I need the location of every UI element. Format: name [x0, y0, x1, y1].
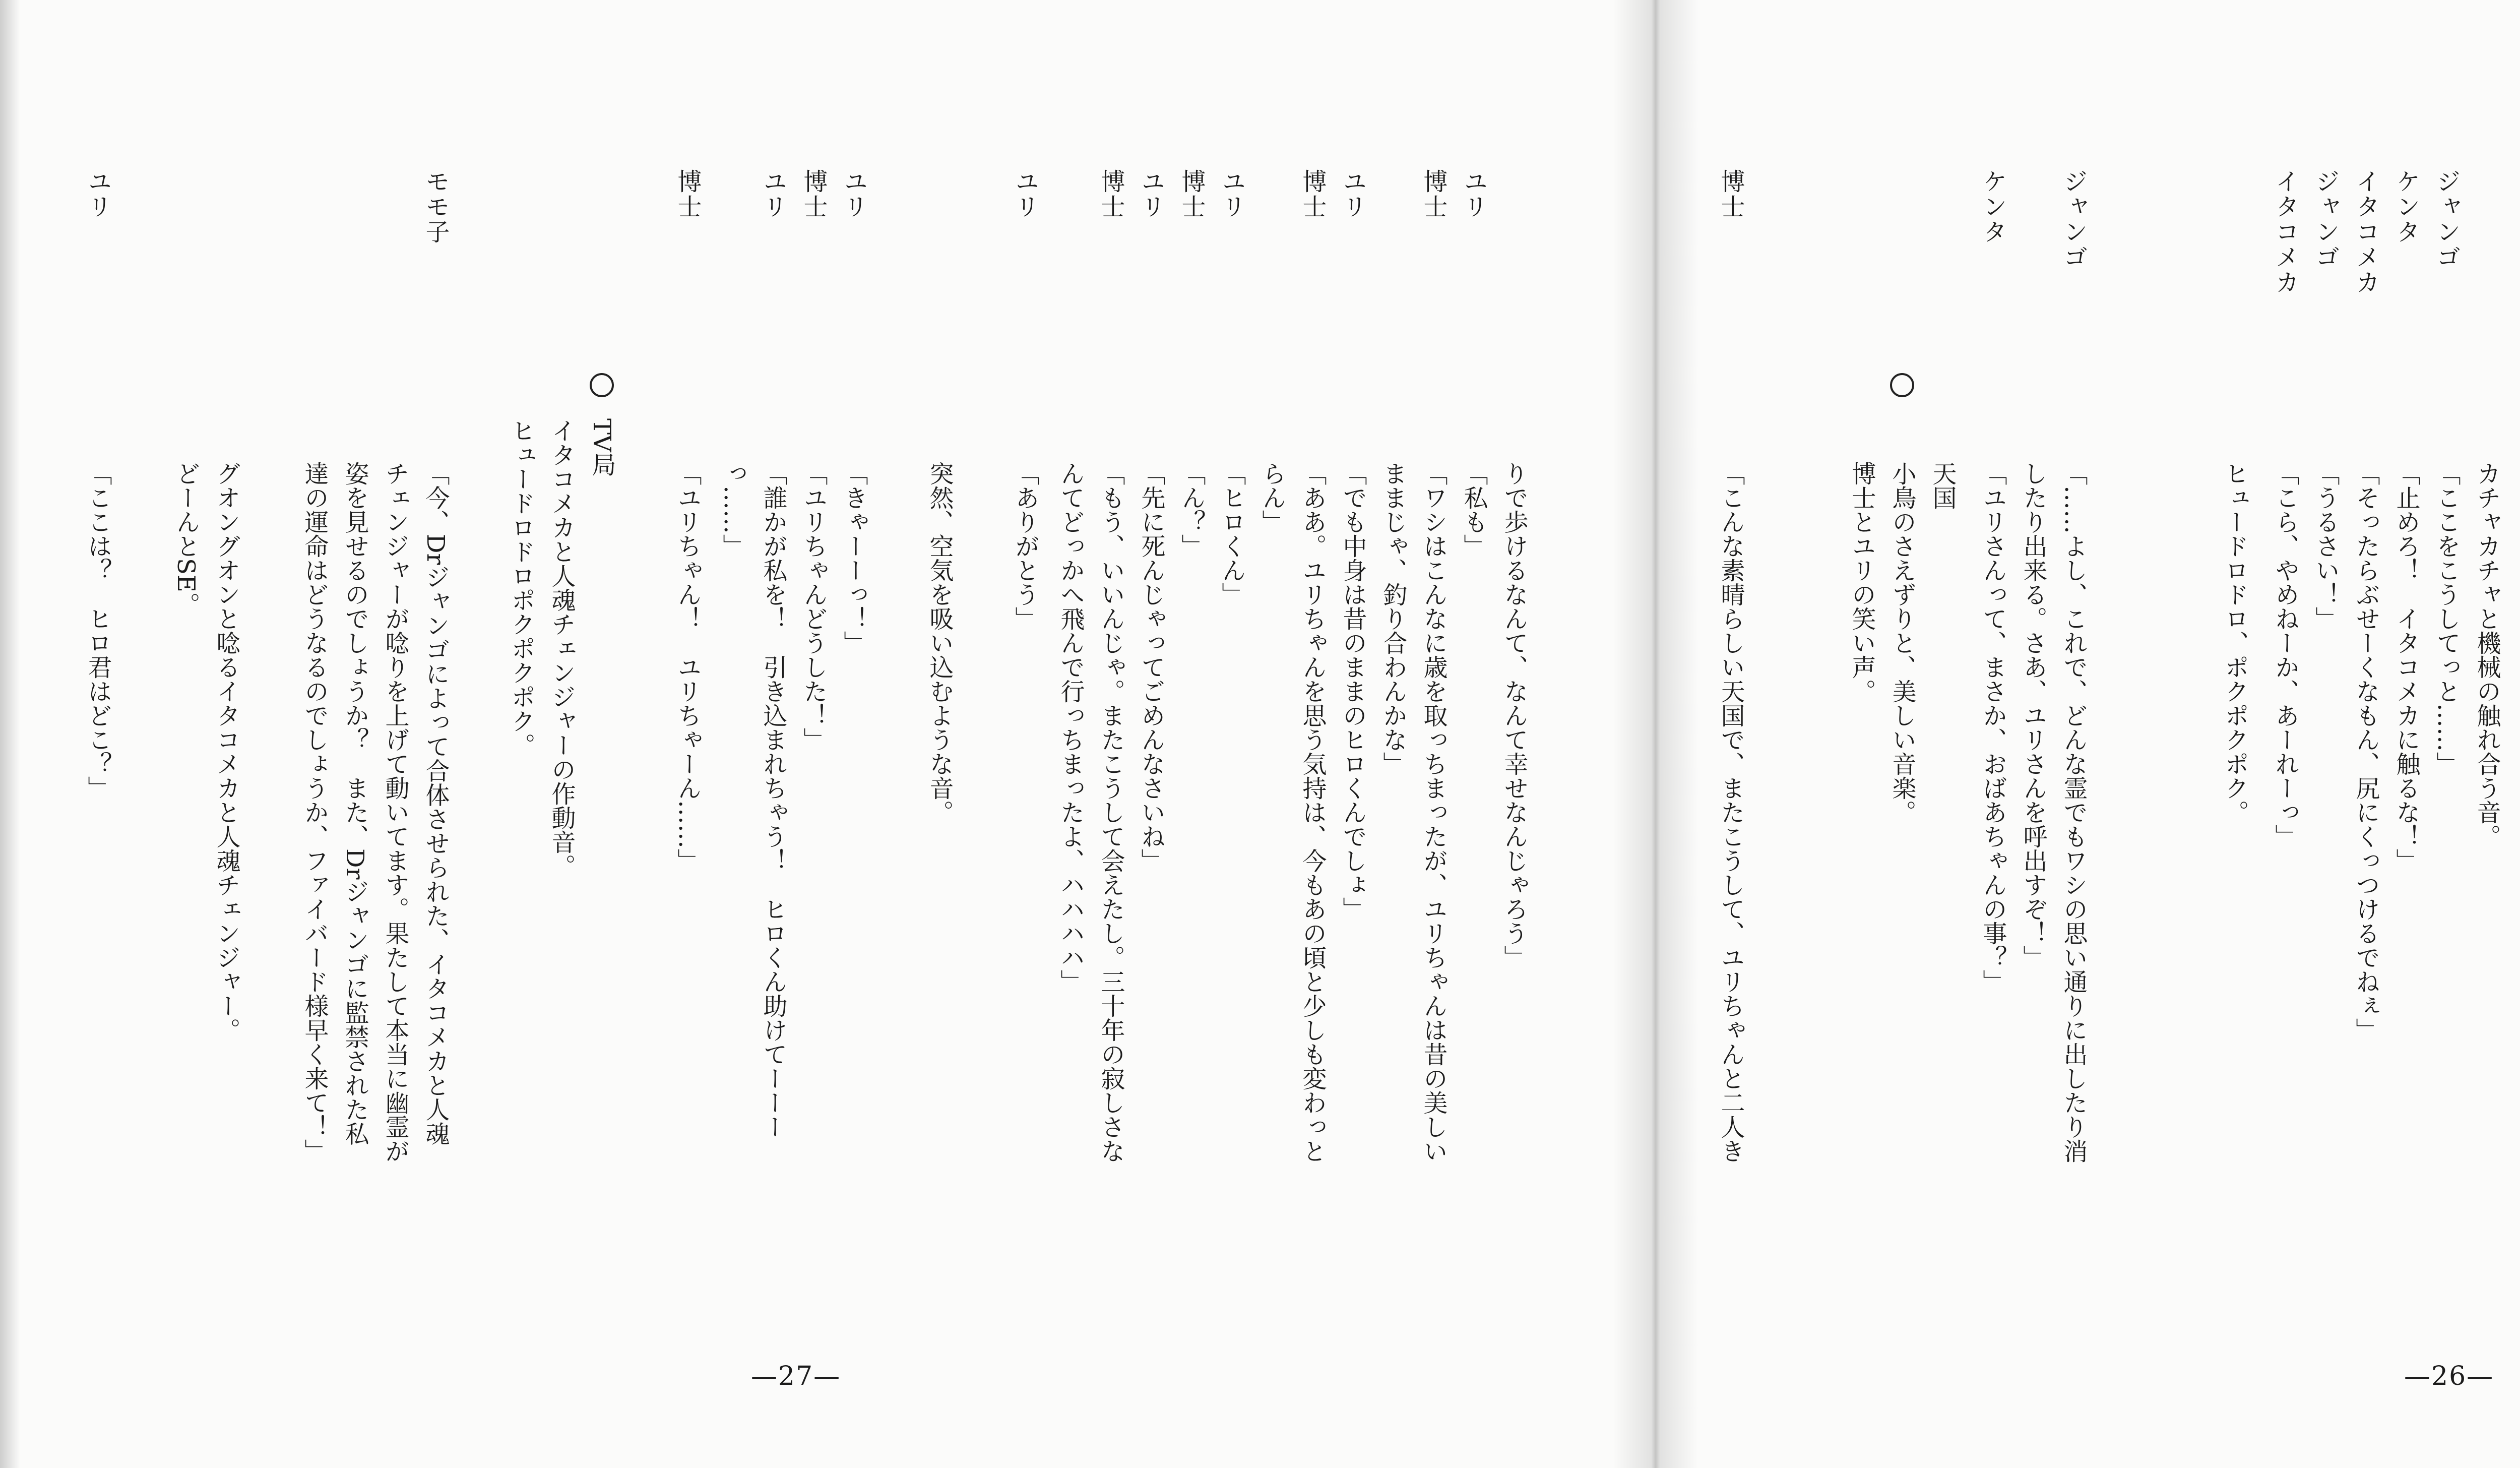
- dialogue-line: 「ユリさんって、まさか、おばあちゃんの事？」: [1979, 461, 2007, 994]
- dialogue-line: 「きゃーーっ！」: [840, 461, 868, 655]
- dialogue-line: らん」: [1258, 461, 1286, 534]
- page-number-27: —27—: [751, 1361, 841, 1391]
- dialogue-line: 「私も」: [1460, 461, 1488, 558]
- speaker-label: ケンタ: [1979, 169, 2007, 244]
- dialogue-line: 「ああ。ユリちゃんを思う気持は、今もあの頃と少しも変わっと: [1298, 461, 1327, 1163]
- dialogue-line: 「でも中身は昔のままのヒロくんでしょ」: [1339, 461, 1367, 921]
- dialogue-line: 「ん？」: [1177, 461, 1206, 558]
- dialogue-line: っ……」: [719, 461, 747, 558]
- scene-marker-icon: [590, 373, 614, 397]
- speaker-label: 博士: [1717, 169, 1745, 219]
- dialogue-line: りで歩けるなんて、なんて幸せなんじゃろう」: [1500, 461, 1528, 969]
- page-number-26: —26—: [2404, 1361, 2494, 1391]
- speaker-label: ユリ: [1011, 169, 1039, 219]
- dialogue-line: 「もう、いいんじゃ。またこうして会えたし。三十年の寂しさな: [1097, 461, 1125, 1163]
- speaker-label: ユリ: [84, 169, 112, 219]
- speaker-label: 博士: [673, 169, 702, 219]
- stage-direction: 突然、空気を吸い込むような音。: [925, 461, 954, 824]
- dialogue-line: チェンジャーが唸りを上げて動いてます。果たして本当に幽霊が: [381, 461, 409, 1163]
- dialogue-line: 「こら、やめねーか、あーれーっ」: [2271, 461, 2299, 848]
- stage-direction: グオングオンと唸るイタコメカと人魂チェンジャー。: [212, 461, 240, 1042]
- speaker-label: ユリ: [759, 169, 787, 219]
- stage-direction: 小鳥のさえずりと、美しい音楽。: [1888, 461, 1916, 824]
- dialogue-line: 姿を見せるのでしょうか？ また、Drジャンゴに監禁された私: [341, 461, 369, 1146]
- speaker-label: 博士: [1419, 169, 1447, 219]
- dialogue-line: 達の運命はどうなるのでしょうか、ファイバード様早く来て！」: [300, 461, 329, 1163]
- stage-direction: ヒュードロドロ、ポクポクポク。: [2221, 461, 2249, 824]
- speaker-label: ジャンゴ: [2059, 169, 2088, 270]
- stage-direction: イタコメカと人魂チェンジャーの作動音。: [547, 418, 576, 878]
- dialogue-line: 「ワシはこんなに歳を取っちまったが、ユリちゃんは昔の美しい: [1419, 461, 1447, 1163]
- stage-direction: 博士とユリの笑い声。: [1848, 461, 1876, 703]
- speaker-label: ジャンゴ: [2432, 169, 2461, 270]
- speaker-label: イタコメカ: [2271, 169, 2299, 295]
- dialogue-line: 「……よし、これで、どんな霊でもワシの思い通りに出したり消: [2059, 461, 2088, 1163]
- stage-direction: どーんとSE。: [172, 461, 200, 617]
- speaker-label: ユリ: [1218, 169, 1246, 219]
- speaker-label: ユリ: [1460, 169, 1488, 219]
- dialogue-line: んてどっかへ飛んで行っちまったよ、ハハハハ」: [1056, 461, 1085, 994]
- dialogue-line: 「うるさい！」: [2311, 461, 2340, 631]
- speaker-label: モモ子: [421, 169, 450, 244]
- book-gutter: [1613, 0, 1698, 1468]
- scene-marker-icon: [1890, 373, 1914, 397]
- dialogue-line: 「ユリちゃんどうした！」: [799, 461, 828, 752]
- page-edge-shadow-left: [0, 0, 20, 1468]
- stage-direction: ヒュードロドロポクポクポク。: [507, 418, 535, 757]
- speaker-label: ユリ: [840, 169, 868, 219]
- dialogue-line: 「こんな素晴らしい天国で、またこうして、ユリちゃんと二人き: [1717, 461, 1745, 1163]
- speaker-label: ユリ: [1339, 169, 1367, 219]
- dialogue-line: 「今、Drジャンゴによって合体させられた、イタコメカと人魂: [421, 461, 450, 1146]
- speaker-label: 博士: [1177, 169, 1206, 219]
- dialogue-line: 「ここをこうしてっと……」: [2432, 461, 2461, 776]
- stage-direction: カチャカチャと機械の触れ合う音。: [2473, 461, 2501, 848]
- dialogue-line: 「ユリちゃん！ ユリちゃーん……」: [673, 461, 702, 873]
- dialogue-line: 「そったらぶせーくなもん、尻にくっつけるでねぇ」: [2352, 461, 2380, 1042]
- speaker-label: 博士: [1298, 169, 1327, 219]
- speaker-label: 博士: [1097, 169, 1125, 219]
- scene-heading: TV局: [588, 418, 616, 476]
- speaker-label: ケンタ: [2392, 169, 2420, 244]
- dialogue-line: 「ありがとう」: [1011, 461, 1039, 631]
- scene-heading: 天国: [1928, 461, 1957, 510]
- speaker-label: ユリ: [1137, 169, 1165, 219]
- dialogue-line: 「ヒロくん」: [1218, 461, 1246, 606]
- dialogue-line: 「先に死んじゃってごめんなさいね」: [1137, 461, 1165, 873]
- dialogue-line: ままじゃ、釣り合わんかな」: [1379, 461, 1407, 776]
- speaker-label: ジャンゴ: [2311, 169, 2340, 270]
- dialogue-line: したり出来る。さあ、ユリさんを呼出すぞ！」: [2019, 461, 2047, 969]
- speaker-label: 博士: [799, 169, 828, 219]
- dialogue-line: 「誰かが私を！ 引き込まれちゃう！ ヒロくん助けてーーー: [759, 461, 787, 1139]
- speaker-label: イタコメカ: [2352, 169, 2380, 295]
- dialogue-line: 「ここは？ ヒロ君はどこ？」: [84, 461, 112, 800]
- dialogue-line: 「止めろ！ イタコメカに触るな！」: [2392, 461, 2420, 873]
